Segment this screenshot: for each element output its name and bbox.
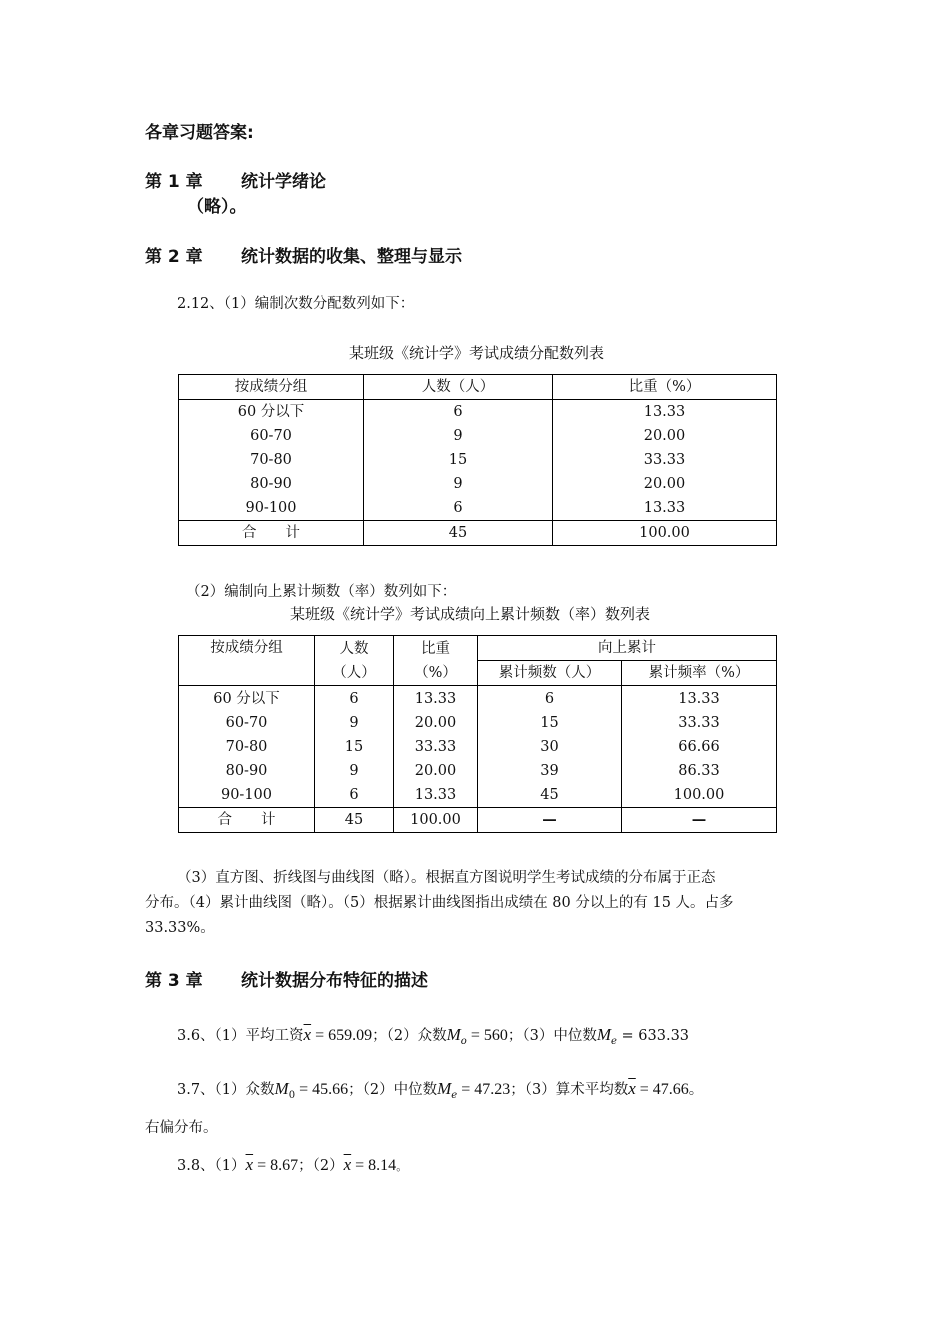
total-count: 45 bbox=[315, 808, 394, 833]
group-cell: 70-80 bbox=[225, 739, 268, 755]
question-2-12-part-2: （2）编制向上累计频数（率）数列如下： bbox=[186, 584, 457, 600]
q36-median-value: = 633.33 bbox=[616, 1028, 690, 1044]
cum-freq-cell: 39 bbox=[540, 763, 559, 779]
count-cell: 15 bbox=[448, 452, 468, 468]
group-cell: 60 分以下 bbox=[237, 404, 305, 420]
cum-rate-cell: 66.66 bbox=[678, 739, 720, 755]
median-subscript: e bbox=[451, 1090, 458, 1101]
header-share bbox=[394, 636, 478, 686]
q36-text-3: ；（3）中位数 bbox=[507, 1028, 597, 1044]
header-count: 人数（人） bbox=[364, 375, 553, 400]
mean-symbol: $\overline{x}$ bbox=[245, 1155, 254, 1174]
header-cumulative: 向上累计 bbox=[478, 636, 777, 661]
chapter-1-note: （略）。 bbox=[187, 197, 247, 217]
share-cell: 20.00 bbox=[643, 476, 686, 492]
q36-text-2: ；（2）众数 bbox=[372, 1028, 447, 1044]
paragraph-3-line-3: 33.33%。 bbox=[145, 920, 215, 936]
q38-end: 。 bbox=[396, 1160, 408, 1173]
header-count-line1: 人数 bbox=[339, 640, 369, 657]
header-cum-freq: 累计频数（人） bbox=[478, 661, 622, 686]
total-share: 100.00 bbox=[639, 525, 690, 541]
table-1-caption: 某班级《统计学》考试成绩分配数列表 bbox=[349, 344, 605, 362]
question-3-7-line-2: 右偏分布。 bbox=[145, 1120, 218, 1136]
cum-freq-cell: 30 bbox=[540, 739, 559, 755]
group-cell: 60 分以下 bbox=[213, 691, 280, 707]
question-3-8 bbox=[177, 1154, 407, 1175]
count-cell: 15 bbox=[344, 739, 364, 755]
median-symbol: M bbox=[437, 1079, 452, 1098]
header-count bbox=[315, 636, 394, 686]
total-count: 45 bbox=[364, 521, 553, 546]
group-cell: 70-80 bbox=[250, 452, 292, 468]
group-cell: 60-70 bbox=[250, 428, 292, 444]
share-cell: 13.33 bbox=[643, 500, 686, 516]
count-cell: 6 bbox=[453, 500, 463, 516]
count-cell: 6 bbox=[453, 404, 463, 420]
share-cell: 33.33 bbox=[414, 739, 457, 755]
group-column bbox=[179, 686, 315, 808]
total-label: 合 计 bbox=[179, 521, 364, 546]
share-cell: 20.00 bbox=[414, 763, 457, 779]
q37-text-2: ；（2）中位数 bbox=[348, 1082, 438, 1098]
paragraph-3-line-2: 分布。（4）累计曲线图（略）。（5）根据累计曲线图指出成绩在 80 分以上的有 15 人。占多 bbox=[145, 895, 734, 911]
q36-text-1: 3.6、（1）平均工资 bbox=[177, 1028, 304, 1044]
cum-freq-cell: 45 bbox=[540, 787, 559, 803]
header-share-line2: （%） bbox=[414, 664, 457, 681]
header-group: 按成绩分组 bbox=[179, 636, 315, 686]
q38-value-1: = 8.67 bbox=[253, 1157, 299, 1174]
paragraph-3-line-1: （3）直方图、折线图与曲线图（略）。根据直方图说明学生考试成绩的分布属于正态 bbox=[177, 870, 716, 886]
group-cell: 90-100 bbox=[245, 500, 297, 516]
cum-rate-column bbox=[622, 686, 777, 808]
group-cell: 60-70 bbox=[225, 715, 268, 731]
table-2-caption: 某班级《统计学》考试成绩向上累计频数（率）数列表 bbox=[290, 605, 651, 623]
share-cell: 20.00 bbox=[414, 715, 457, 731]
count-cell: 9 bbox=[453, 476, 463, 492]
mode-symbol: M bbox=[274, 1079, 289, 1098]
q38-text-2: ；（2） bbox=[298, 1158, 344, 1174]
q38-value-2: = 8.14 bbox=[351, 1157, 397, 1174]
share-column bbox=[394, 686, 478, 808]
header-count-line2: （人） bbox=[332, 664, 376, 681]
q37-mode-value: = 45.66 bbox=[295, 1081, 349, 1098]
count-cell: 9 bbox=[349, 715, 359, 731]
share-cell: 20.00 bbox=[643, 428, 686, 444]
header-share-line1: 比重 bbox=[421, 640, 450, 657]
q38-text-1: 3.8、（1） bbox=[177, 1158, 246, 1174]
header-group: 按成绩分组 bbox=[179, 375, 364, 400]
count-column bbox=[364, 400, 553, 521]
cum-rate-cell: 100.00 bbox=[673, 787, 725, 803]
median-symbol: M bbox=[596, 1025, 611, 1044]
page-heading: 各章习题答案: bbox=[145, 123, 254, 143]
group-cell: 90-100 bbox=[220, 787, 273, 803]
cum-freq-column bbox=[478, 686, 622, 808]
chapter-2-number: 第 2 章 bbox=[145, 247, 203, 267]
median-subscript: e bbox=[611, 1036, 617, 1047]
question-3-7 bbox=[177, 1078, 703, 1101]
group-cell: 80-90 bbox=[225, 763, 268, 779]
cum-freq-cell: 6 bbox=[544, 691, 555, 707]
total-label: 合 计 bbox=[179, 808, 315, 833]
count-cell: 9 bbox=[453, 428, 463, 444]
cum-rate-cell: 86.33 bbox=[678, 763, 720, 779]
total-cum-freq: — bbox=[478, 808, 622, 833]
q37-end: 。 bbox=[688, 1082, 704, 1098]
group-cell: 80-90 bbox=[250, 476, 292, 492]
q36-mean-value: = 659.09 bbox=[311, 1027, 373, 1044]
chapter-3-title: 统计数据分布特征的描述 bbox=[241, 971, 428, 991]
count-cell: 6 bbox=[349, 787, 359, 803]
count-cell: 9 bbox=[349, 763, 359, 779]
cum-freq-cell: 15 bbox=[540, 715, 559, 731]
share-cell: 33.33 bbox=[643, 452, 686, 468]
q37-mean-value: = 47.66 bbox=[635, 1081, 689, 1098]
chapter-1-number: 第 1 章 bbox=[145, 172, 203, 192]
q37-text-1: 3.7、（1）众数 bbox=[177, 1082, 275, 1098]
chapter-2-title: 统计数据的收集、整理与显示 bbox=[241, 247, 462, 267]
chapter-1-title: 统计学绪论 bbox=[241, 172, 326, 192]
mode-symbol: M bbox=[446, 1025, 461, 1044]
header-cum-rate: 累计频率（%） bbox=[648, 665, 750, 681]
mean-symbol: $\overline{x}$ bbox=[628, 1079, 636, 1098]
mean-symbol: $\overline{x}$ bbox=[303, 1025, 312, 1044]
frequency-table bbox=[178, 374, 777, 546]
share-cell: 13.33 bbox=[414, 691, 457, 707]
mode-subscript: o bbox=[460, 1036, 467, 1047]
mode-subscript: 0 bbox=[288, 1090, 296, 1101]
share-cell: 13.33 bbox=[643, 404, 686, 420]
mean-symbol: $\overline{x}$ bbox=[343, 1155, 352, 1174]
header-share: 比重（%） bbox=[628, 379, 701, 395]
count-column bbox=[315, 686, 394, 808]
question-2-12: 2.12、（1）编制次数分配数列如下： bbox=[177, 296, 415, 312]
share-cell: 13.33 bbox=[414, 787, 457, 803]
q36-mode-value: = 560 bbox=[466, 1027, 508, 1044]
question-3-6 bbox=[177, 1024, 689, 1047]
chapter-3-number: 第 3 章 bbox=[145, 971, 203, 991]
cum-rate-cell: 33.33 bbox=[678, 715, 720, 731]
count-cell: 6 bbox=[349, 691, 359, 707]
q37-median-value: = 47.23 bbox=[457, 1081, 511, 1098]
cumulative-table bbox=[178, 635, 777, 833]
total-cum-rate: — bbox=[691, 811, 707, 828]
q37-text-3: ；（3）算术平均数 bbox=[510, 1082, 629, 1098]
group-label bbox=[179, 400, 364, 521]
share-column bbox=[553, 400, 777, 521]
total-share: 100.00 bbox=[394, 808, 478, 833]
cum-rate-cell: 13.33 bbox=[678, 691, 720, 707]
